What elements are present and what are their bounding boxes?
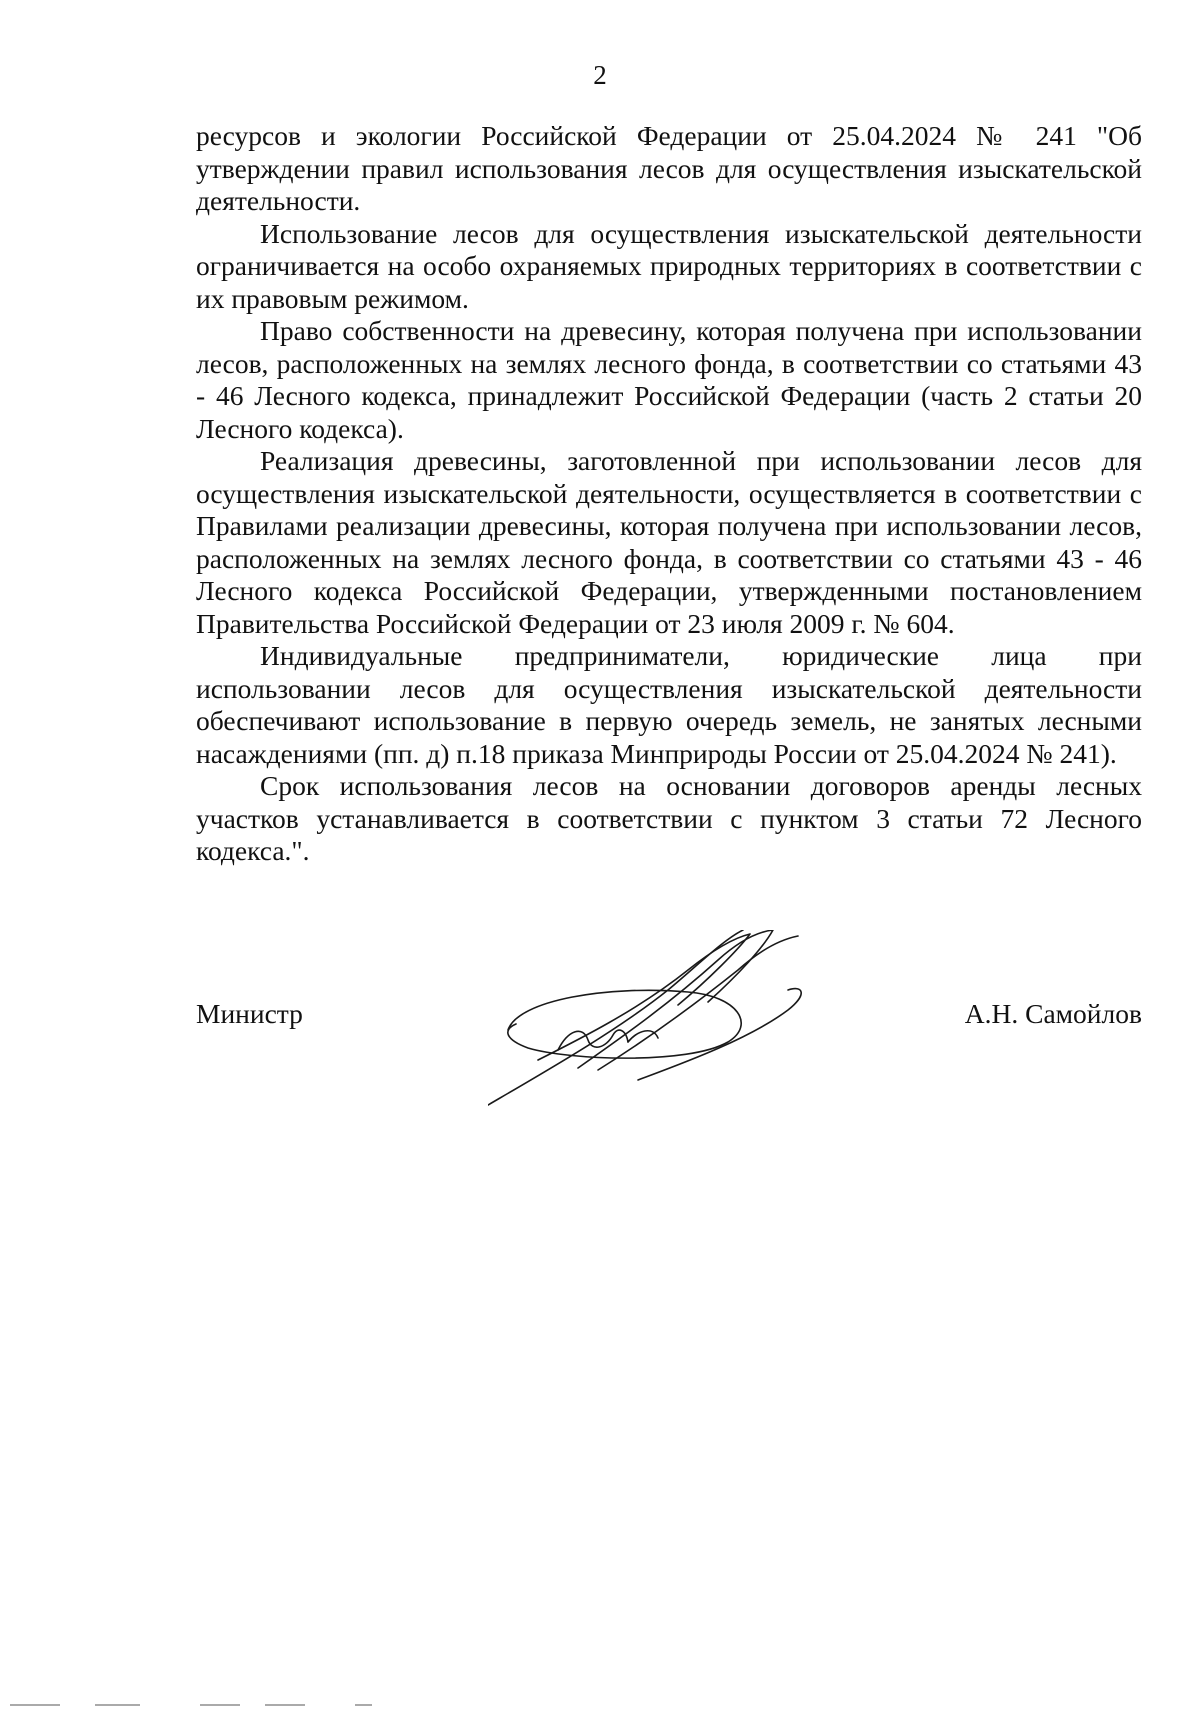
paragraph-protected-territories: Использование лесов для осуществления изыскательской деятельности ограничивается на особо охраняемых природных территориях в соответствии с их правовым режимом. — [196, 217, 1142, 314]
handwritten-signature — [488, 930, 848, 1110]
paragraph-timber-sale: Реализация древесины, заготовленной при использовании лесов для осуществления изыскательской деятельности, осуществляется в соответствии с Правилами реализации древесины, которая получена при использовании лесов, расположенных на землях лесного фонда, в соответствии со статьями 43 - 46 Лесного кодекса Российской Федерации, утвержденными постановлением Правительства Российской Федерации от 23 июля 2009 г. № 604. — [196, 445, 1142, 639]
signatory-title: Министр — [196, 998, 303, 1029]
scan-artifact-marks — [0, 1700, 1200, 1710]
paragraph-continuation: ресурсов и экологии Российской Федерации от 25.04.2024 № 241 "Об утверждении правил использования лесов для осуществления изыскательской деятельности. — [196, 120, 1142, 216]
letter-body — [196, 120, 1142, 868]
paragraph-land-use-priority: Индивидуальные предприниматели, юридические лица при использовании лесов для осуществления изыскательской деятельности обеспечивают использование в первую очередь земель, не занятых лесными насаждениями (пп. д) п.18 приказа Минприроды России от 25.04.2024 № 241). — [196, 640, 1142, 769]
paragraph-timber-ownership: Право собственности на древесину, которая получена при использовании лесов, расположенных на землях лесного фонда, в соответствии со статьями 43 - 46 Лесного кодекса, принадлежит Российской Федерации (часть 2 статьи 20 Лесного кодекса). — [196, 315, 1142, 444]
signatory-name: А.Н. Самойлов — [964, 998, 1142, 1029]
page-number: 2 — [593, 60, 607, 90]
paragraph-lease-term: Срок использования лесов на основании договоров аренды лесных участков устанавливается в соответствии с пунктом 3 статьи 72 Лесного кодекса.". — [196, 770, 1142, 866]
